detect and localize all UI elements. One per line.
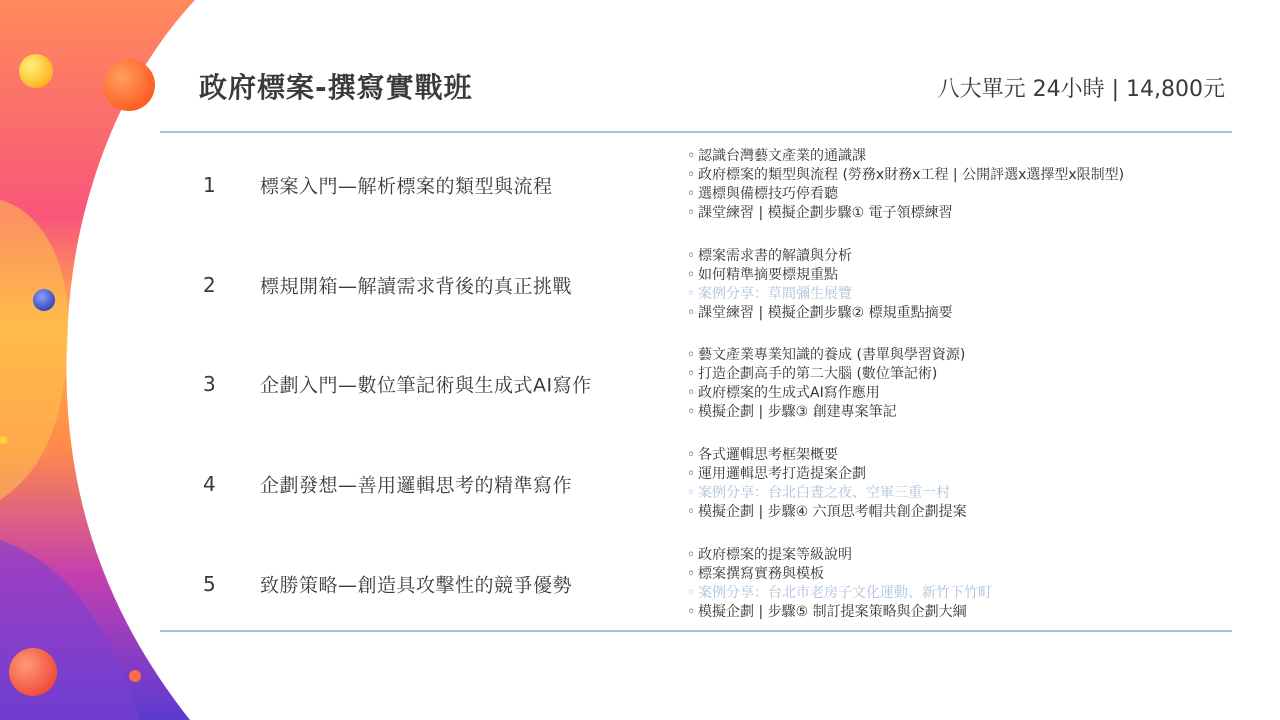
unit-row: [0, 235, 1280, 335]
bullet-item: ◦ 如何精準摘要標規重點: [687, 266, 1247, 285]
bullet-item: ◦ 政府標案的類型與流程 (勞務x財務x工程 | 公開評選x選擇型x限制型): [687, 166, 1247, 185]
bullet-item: ◦ 藝文產業專業知識的養成 (書單與學習資源): [687, 346, 1247, 365]
page-title: 政府標案-撰寫實戰班: [199, 71, 473, 104]
unit-bullet-list: [687, 247, 1247, 323]
bullet-item: ◦ 標案需求書的解讀與分析: [687, 247, 1247, 266]
unit-number: 2: [203, 273, 216, 297]
bullet-item: ◦ 模擬企劃 | 步驟④ 六頂思考帽共創企劃提案: [687, 503, 1247, 522]
unit-title: 標規開箱—解讀需求背後的真正挑戰: [260, 275, 573, 298]
bullet-item: ◦ 打造企劃高手的第二大腦 (數位筆記術): [687, 365, 1247, 384]
unit-row: [0, 434, 1280, 534]
unit-number: 3: [203, 372, 216, 396]
bullet-item: ◦ 案例分享：台北市老房子文化運動、新竹下竹町: [687, 584, 1247, 603]
bullet-item: ◦ 政府標案的提案等級說明: [687, 546, 1247, 565]
unit-title: 企劃發想—善用邏輯思考的精準寫作: [260, 474, 573, 497]
top-divider: [160, 131, 1232, 133]
bullet-item: ◦ 課堂練習 | 模擬企劃步驟① 電子領標練習: [687, 204, 1247, 223]
unit-number: 1: [203, 173, 216, 197]
unit-row: [0, 135, 1280, 235]
bullet-item: ◦ 各式邏輯思考框架概要: [687, 446, 1247, 465]
bullet-item: ◦ 運用邏輯思考打造提案企劃: [687, 465, 1247, 484]
unit-title: 企劃入門—數位筆記術與生成式AI寫作: [260, 374, 592, 397]
unit-row: [0, 334, 1280, 434]
unit-bullet-list: [687, 546, 1247, 622]
unit-bullet-list: [687, 346, 1247, 422]
bullet-item: ◦ 案例分享：草間彌生展覽: [687, 285, 1247, 304]
unit-number: 5: [203, 572, 216, 596]
bullet-item: ◦ 模擬企劃 | 步驟③ 創建專案筆記: [687, 403, 1247, 422]
unit-title: 致勝策略—創造具攻擊性的競爭優勢: [260, 574, 573, 597]
bullet-item: ◦ 模擬企劃 | 步驟⑤ 制訂提案策略與企劃大綱: [687, 603, 1247, 622]
bullet-item: ◦ 政府標案的生成式AI寫作應用: [687, 384, 1247, 403]
unit-bullet-list: [687, 446, 1247, 522]
bullet-item: ◦ 標案撰寫實務與模板: [687, 565, 1247, 584]
unit-title: 標案入門—解析標案的類型與流程: [260, 175, 553, 198]
bullet-item: ◦ 案例分享：台北白晝之夜、空軍三重一村: [687, 484, 1247, 503]
bullet-item: ◦ 選標與備標技巧停看聽: [687, 185, 1247, 204]
bullet-item: ◦ 課堂練習 | 模擬企劃步驟② 標規重點摘要: [687, 304, 1247, 323]
unit-bullet-list: [687, 147, 1247, 223]
bullet-item: ◦ 認識台灣藝文產業的通識課: [687, 147, 1247, 166]
course-summary: 八大單元 24小時 | 14,800元: [937, 77, 1225, 102]
unit-number: 4: [203, 472, 216, 496]
unit-row: [0, 534, 1280, 634]
bottom-divider: [160, 630, 1232, 632]
